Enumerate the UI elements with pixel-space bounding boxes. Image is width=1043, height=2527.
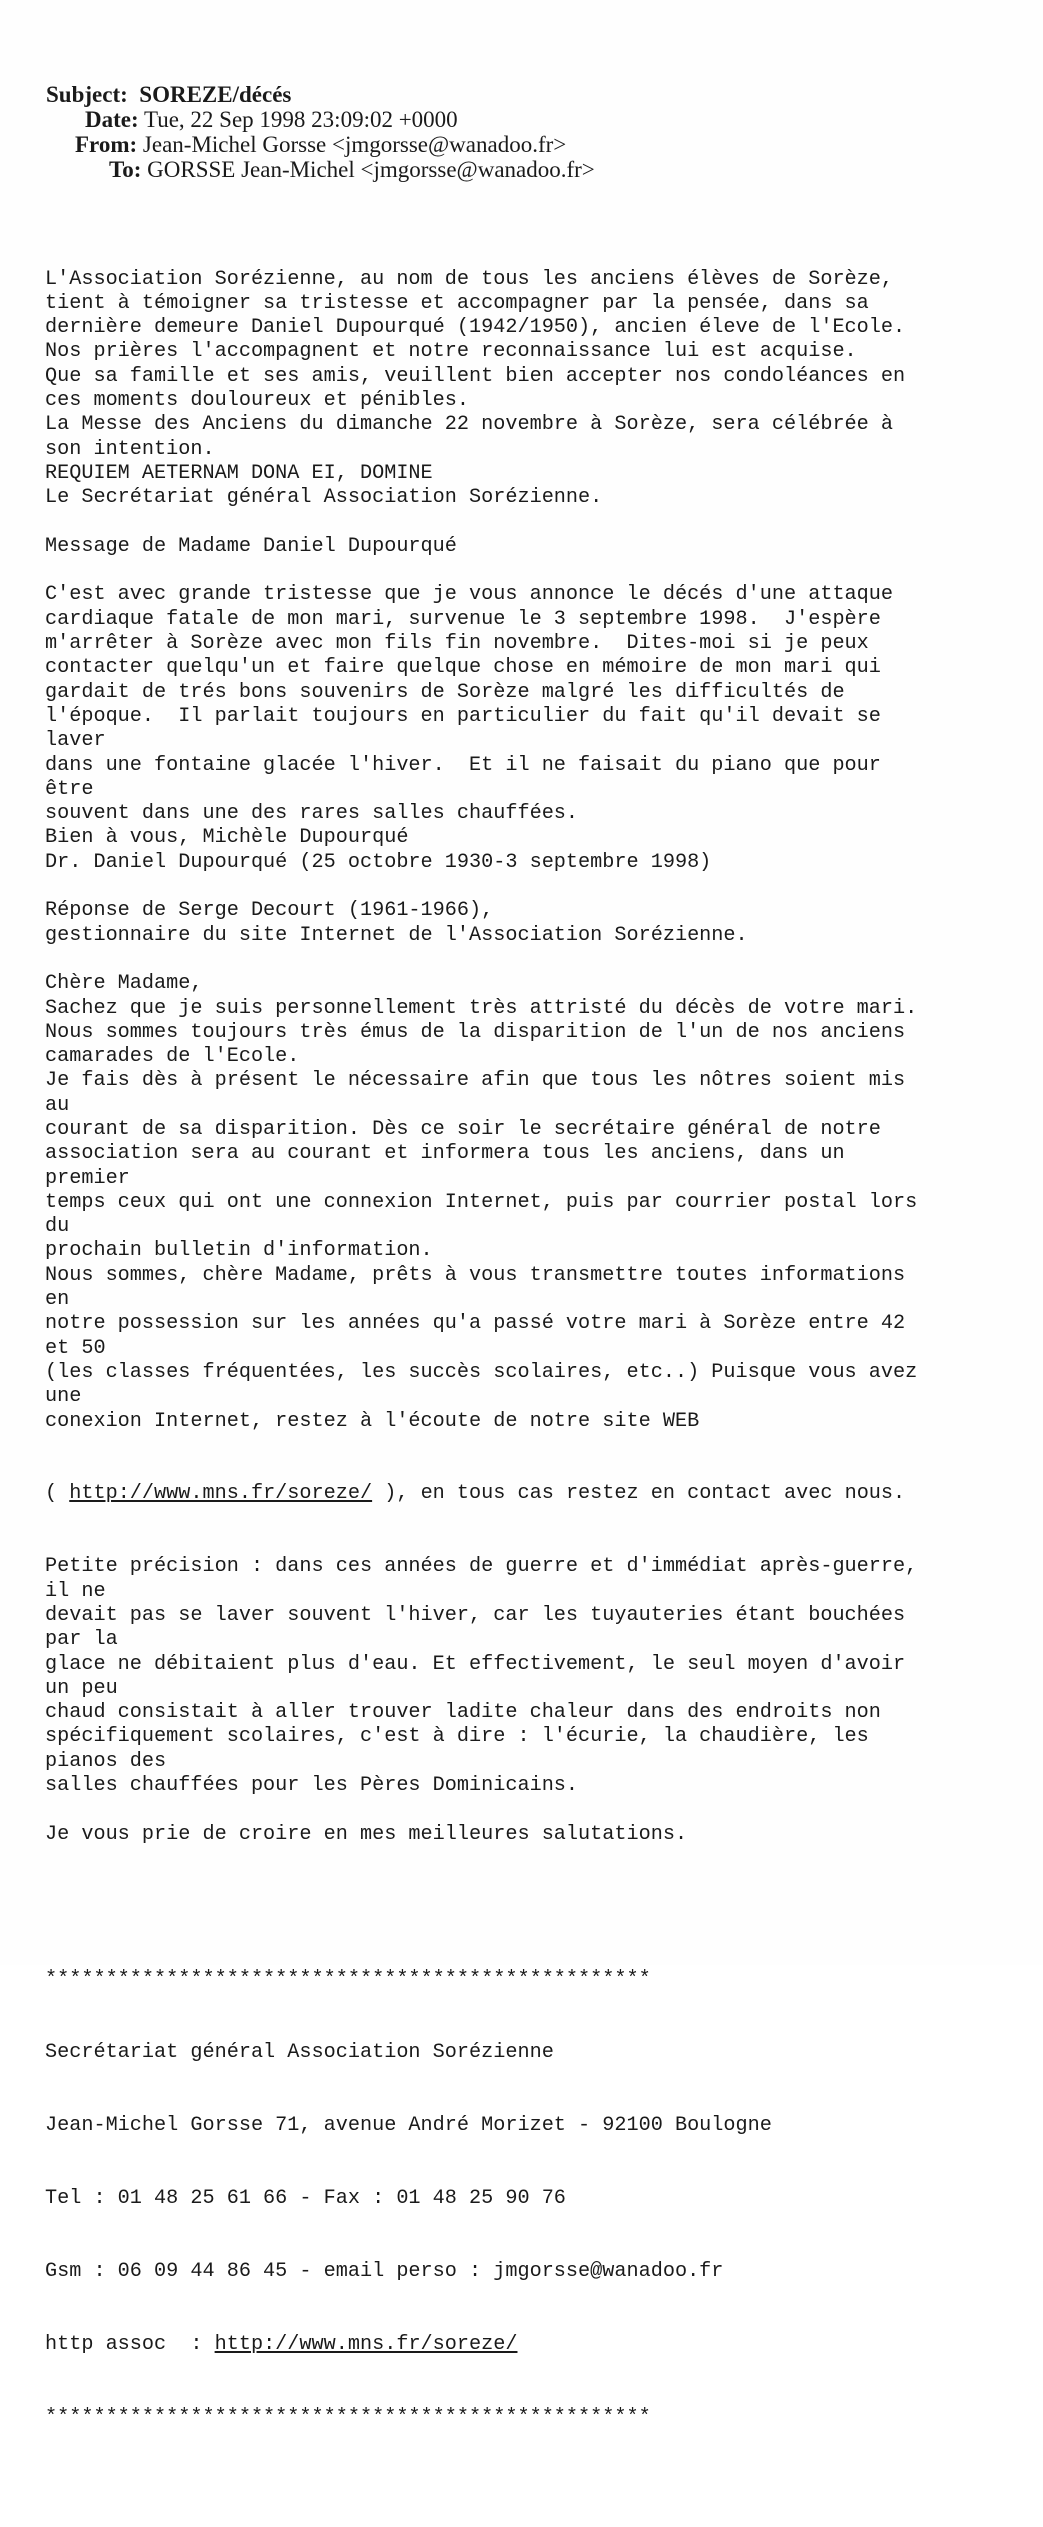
body-text-line: Que sa famille et ses amis, veuillent bien accepter nos condoléances en [45, 364, 906, 388]
body-text-line: La Messe des Anciens du dimanche 22 novembre à Sorèze, sera célébrée à [45, 413, 894, 437]
website-link-line [45, 1482, 1035, 1506]
subject-label: Subject: [46, 82, 128, 107]
date-label: Date: [85, 107, 139, 132]
to-row [46, 157, 595, 182]
body-text-line: Nous sommes, chère Madame, prêts à vous transmettre toutes informations [45, 1263, 906, 1287]
body-text-line: du [45, 1215, 70, 1239]
body-text-line: il ne [45, 1579, 106, 1603]
body-text-line: chaud consistait à aller trouver ladite chaleur dans des endroits non [45, 1701, 881, 1725]
from-row [46, 132, 595, 157]
body-text-line: et 50 [45, 1336, 106, 1360]
body-text-line: devait pas se laver souvent l'hiver, car les tuyauteries étant bouchées [45, 1603, 906, 1627]
body-text-line: Nos prières l'accompagnent et notre reconnaissance lui est acquise. [45, 340, 857, 364]
body-text [45, 268, 1035, 1434]
body-text-line: glace ne débitaient plus d'eau. Et effectivement, le seul moyen d'avoir [45, 1652, 906, 1676]
link-prefix: ( [45, 1482, 70, 1506]
body-text-line: Dr. Daniel Dupourqué (25 octobre 1930-3 septembre 1998) [45, 850, 712, 874]
body-text-line: laver [45, 729, 106, 753]
body-text-line: ces moments douloureux et pénibles. [45, 389, 470, 413]
date-value: Tue, 22 Sep 1998 23:09:02 +0000 [143, 107, 458, 132]
subject-row [46, 82, 595, 107]
body-text-line: association sera au courant et informera tous les anciens, dans un [45, 1142, 845, 1166]
body-text-line: cardiaque fatale de mon mari, survenue le 3 septembre 1998. J'espère [45, 607, 881, 631]
body-text-line: souvent dans une des rares salles chauffées. [45, 802, 579, 826]
body-text-line: REQUIEM AETERNAM DONA EI, DOMINE [45, 461, 433, 485]
body-text-line [45, 511, 1035, 535]
body-text-line: Le Secrétariat général Association Sorézienne. [45, 486, 603, 510]
to-label: To: [109, 157, 142, 182]
body-text-line: son intention. [45, 437, 215, 461]
subject-value: SOREZE/décés [139, 82, 292, 107]
website-link[interactable]: http://www.mns.fr/soreze/ [69, 1482, 373, 1506]
body-text-line: Petite précision : dans ces années de guerre et d'immédiat après-guerre, [45, 1555, 918, 1579]
body-text-line: dans une fontaine glacée l'hiver. Et il ne faisait du piano que pour [45, 753, 881, 777]
body-text-line: temps ceux qui ont une connexion Internet, puis par courrier postal lors [45, 1190, 918, 1214]
body-text-line: être [45, 777, 94, 801]
from-value: Jean-Michel Gorsse <jmgorsse@wanadoo.fr> [142, 132, 567, 157]
body-text-line: Chère Madame, [45, 972, 203, 996]
to-value: GORSSE Jean-Michel <jmgorsse@wanadoo.fr> [147, 157, 595, 182]
body-text-line: prochain bulletin d'information. [45, 1239, 433, 1263]
signature-gsm-email: Gsm : 06 09 44 86 45 - email perso : jmgorsse@wanadoo.fr [45, 2259, 724, 2283]
date-row [46, 107, 595, 132]
body-text-line: Message de Madame Daniel Dupourqué [45, 534, 457, 558]
body-text-line: gestionnaire du site Internet de l'Association Sorézienne. [45, 923, 748, 947]
body-text-line: Je fais dès à présent le nécessaire afin que tous les nôtres soient mis [45, 1069, 906, 1093]
body-text-line: gardait de trés bons souvenirs de Sorèze malgré les difficultés de [45, 680, 845, 704]
body-text-line: premier [45, 1166, 130, 1190]
body-text-line: une [45, 1385, 82, 1409]
signature-org: Secrétariat général Association Sorézienne [45, 2041, 554, 2065]
body-text-line: notre possession sur les années qu'a passé votre mari à Sorèze entre 42 [45, 1312, 906, 1336]
body-text-line: Sachez que je suis personnellement très attristé du décès de votre mari. [45, 996, 918, 1020]
body-text-line: courant de sa disparition. Dès ce soir le secrétaire général de notre [45, 1117, 881, 1141]
body-text-line: tient à témoigner sa tristesse et accompagner par la pensée, dans sa [45, 291, 869, 315]
signature-address: Jean-Michel Gorsse 71, avenue André Morizet - 92100 Boulogne [45, 2114, 772, 2138]
body-text-line: contacter quelqu'un et faire quelque chose en mémoire de mon mari qui [45, 656, 881, 680]
body-text-line: L'Association Sorézienne, au nom de tous les anciens élèves de Sorèze, [45, 267, 894, 291]
body-text-line: camarades de l'Ecole. [45, 1045, 300, 1069]
body-text-line: spécifiquement scolaires, c'est à dire : l'écurie, la chaudière, les [45, 1725, 869, 1749]
signature-website-link[interactable]: http://www.mns.fr/soreze/ [214, 2332, 518, 2356]
body-text-line: un peu [45, 1676, 118, 1700]
body-text-continued [45, 1555, 1035, 1871]
signature-block [45, 1920, 1035, 2479]
link-suffix: ), en tous cas restez en contact avec nous. [372, 1482, 906, 1506]
body-text-line: Bien à vous, Michèle Dupourqué [45, 826, 409, 850]
body-text-line: C'est avec grande tristesse que je vous annonce le décés d'une attaque [45, 583, 894, 607]
body-text-line [45, 1798, 1035, 1822]
body-text-line: dernière demeure Daniel Dupourqué (1942/1950), ancien éleve de l'Ecole. [45, 316, 906, 340]
body-text-line: Réponse de Serge Decourt (1961-1966), [45, 899, 494, 923]
signature-phone-fax: Tel : 01 48 25 61 66 - Fax : 01 48 25 90 76 [45, 2187, 566, 2211]
body-text-line: Nous sommes toujours très émus de la disparition de l'un de nos anciens [45, 1020, 906, 1044]
body-text-line: salles chauffées pour les Pères Dominicains. [45, 1774, 579, 1797]
signature-stars-bottom: ************************************************** [45, 2405, 651, 2429]
signature-stars-top: ************************************************** [45, 1968, 651, 1992]
signature-http-label: http assoc : [45, 2332, 215, 2356]
body-text-line: (les classes fréquentées, les succès scolaires, etc..) Puisque vous avez [45, 1360, 918, 1384]
email-body [45, 219, 1035, 2527]
body-text-line: en [45, 1288, 70, 1312]
body-text-line: Je vous prie de croire en mes meilleures salutations. [45, 1822, 688, 1846]
from-label: From: [75, 132, 138, 157]
body-text-line [45, 1847, 1035, 1871]
email-headers [46, 82, 595, 182]
body-text-line [45, 875, 1035, 899]
body-text-line [45, 948, 1035, 972]
body-text-line: pianos des [45, 1749, 167, 1773]
body-text-line: m'arrêter à Sorèze avec mon fils fin novembre. Dites-moi si je peux [45, 632, 869, 656]
body-text-line: par la [45, 1628, 118, 1652]
signature-http-line [45, 2333, 1035, 2357]
body-text-line: conexion Internet, restez à l'écoute de notre site WEB [45, 1409, 700, 1433]
body-text-line: au [45, 1093, 70, 1117]
body-text-line [45, 559, 1035, 583]
body-text-line: l'époque. Il parlait toujours en particulier du fait qu'il devait se [45, 704, 881, 728]
